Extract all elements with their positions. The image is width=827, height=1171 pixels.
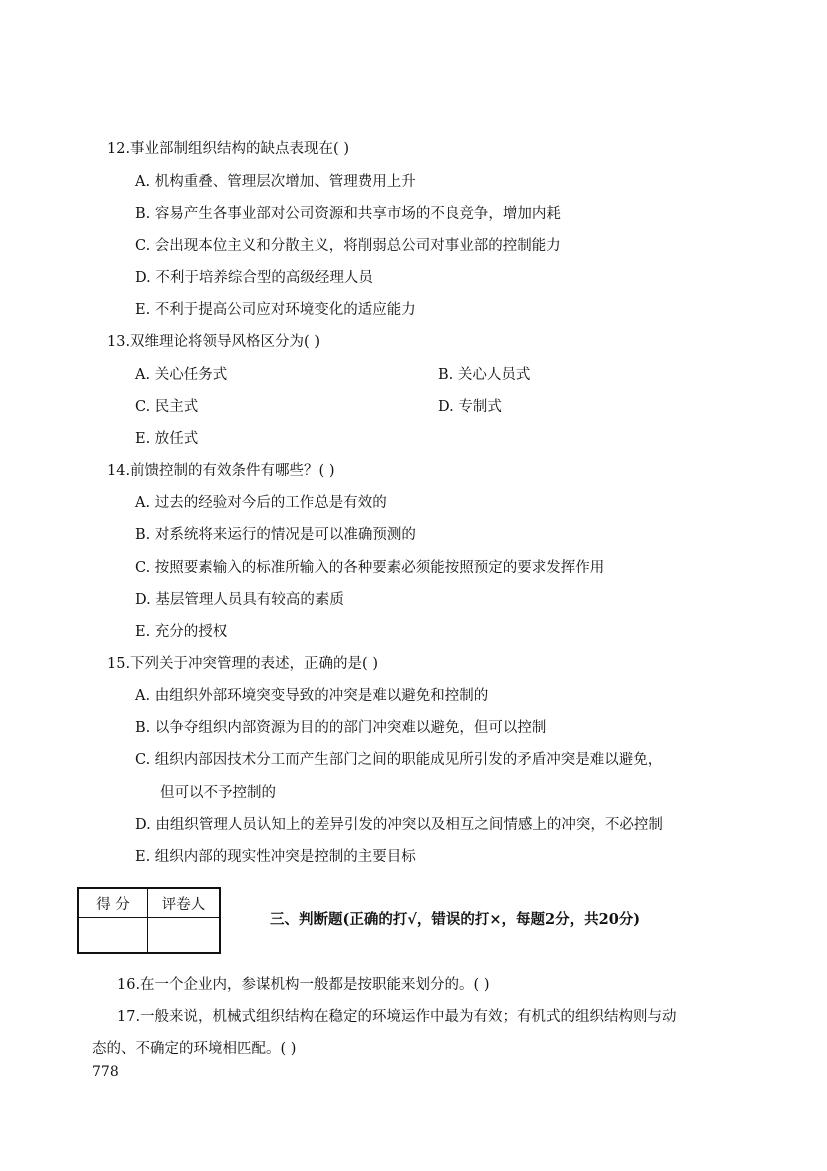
question-12-stem: 12.事业部制组织结构的缺点表现在( ) xyxy=(107,141,349,157)
page-number: 778 xyxy=(92,1064,119,1080)
question-12-option-d: D. 不利于培养综合型的高级经理人员 xyxy=(135,270,373,286)
score-header: 得 分 xyxy=(78,888,148,918)
question-14-option-a: A. 过去的经验对今后的工作总是有效的 xyxy=(135,495,387,511)
question-12-option-e: E. 不利于提高公司应对环境变化的适应能力 xyxy=(135,302,416,318)
question-12-option-a: A. 机构重叠、管理层次增加、管理费用上升 xyxy=(135,174,416,190)
question-15-option-c: C. 组织内部因技术分工而产生部门之间的职能成见所引发的矛盾冲突是难以避免， xyxy=(135,752,663,768)
question-13-option-d: D. 专制式 xyxy=(438,399,502,415)
score-cell xyxy=(78,918,148,954)
question-17-continued: 态的、不确定的环境相匹配。( ) xyxy=(92,1041,297,1057)
question-14-option-b: B. 对系统将来运行的情况是可以准确预测的 xyxy=(135,527,416,543)
question-15-stem: 15.下列关于冲突管理的表述，正确的是( ) xyxy=(107,656,378,672)
question-15-option-b: B. 以争夺组织内部资源为目的的部门冲突难以避免，但可以控制 xyxy=(135,720,547,736)
question-16: 16.在一个企业内，参谋机构一般都是按职能来划分的。( ) xyxy=(117,977,490,993)
question-12-option-c: C. 会出现本位主义和分散主义，将削弱总公司对事业部的控制能力 xyxy=(135,238,561,254)
question-15-option-d: D. 由组织管理人员认知上的差异引发的冲突以及相互之间情感上的冲突，不必控制 xyxy=(135,817,663,833)
question-17: 17.一般来说，机械式组织结构在稳定的环境运作中最为有效；有机式的组织结构则与动 xyxy=(117,1009,677,1025)
question-14-option-c: C. 按照要素输入的标准所输入的各种要素必须能按照预定的要求发挥作用 xyxy=(135,560,605,576)
question-14-option-e: E. 充分的授权 xyxy=(135,624,228,640)
grader-header: 评卷人 xyxy=(148,888,221,918)
question-13-stem: 13.双维理论将领导风格区分为( ) xyxy=(107,334,320,350)
score-table xyxy=(77,887,221,954)
question-15-option-c-continued: 但可以不予控制的 xyxy=(160,785,276,801)
section-title: 三、判断题(正确的打√，错误的打×，每题2分，共20分) xyxy=(270,911,641,928)
grader-cell xyxy=(148,918,221,954)
question-13-option-a: A. 关心任务式 xyxy=(135,367,228,383)
question-14-stem: 14.前馈控制的有效条件有哪些？( ) xyxy=(107,463,335,479)
question-12-option-b: B. 容易产生各事业部对公司资源和共享市场的不良竞争，增加内耗 xyxy=(135,206,561,222)
question-13-option-b: B. 关心人员式 xyxy=(438,367,531,383)
question-14-option-d: D. 基层管理人员具有较高的素质 xyxy=(135,592,344,608)
question-13-option-e: E. 放任式 xyxy=(135,431,199,447)
question-13-option-c: C. 民主式 xyxy=(135,399,199,415)
question-15-option-a: A. 由组织外部环境突变导致的冲突是难以避免和控制的 xyxy=(135,688,489,704)
question-15-option-e: E. 组织内部的现实性冲突是控制的主要目标 xyxy=(135,849,416,865)
